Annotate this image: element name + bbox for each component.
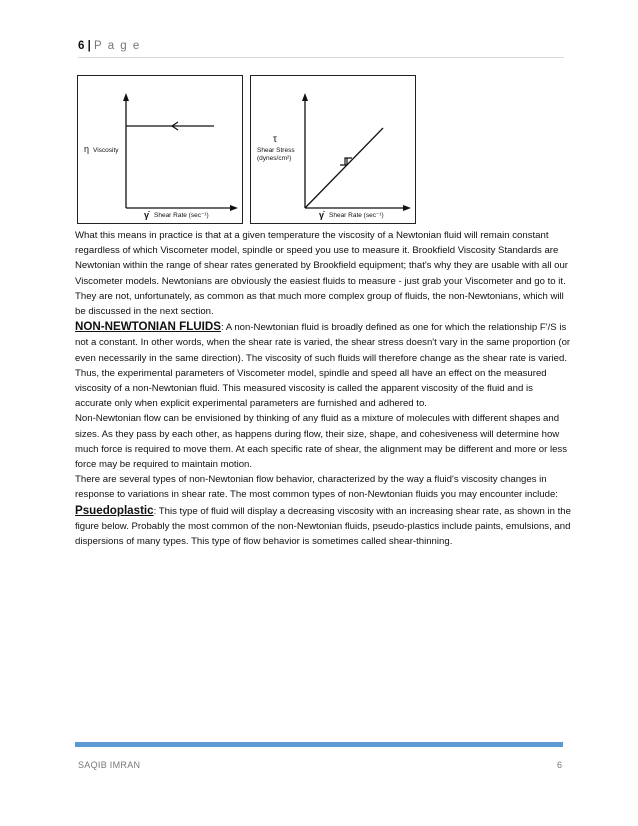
document-body [75, 228, 571, 549]
paragraph-non-newtonian-flow: Non-Newtonian flow can be envisioned by thinking of any fluid as a mixture of molecules with different shapes and sizes. As they pass by each other, as happens during flow, their size, shape, and cohesiveness will determine how much force is required to move them. At each specific rate of shear, the alignment may be different and more or less force may be required to maintain motion. [75, 413, 568, 471]
shear-stress-plot-svg [251, 76, 415, 223]
paragraph-flow-types: There are several types of non-Newtonian flow behavior, characterized by the way a fluid's viscosity changes in response to variations in shear rate. The most common types of non-Newtonian fluids you may encounter include: [75, 474, 558, 501]
y-symbol: η [84, 144, 90, 154]
y-axis-arrow [123, 93, 129, 101]
x-axis-arrow [403, 205, 411, 211]
x-axis-arrow [230, 205, 238, 211]
linear-stress-line [305, 128, 383, 208]
header-rule [78, 57, 564, 58]
x-symbol: γ̇ [319, 210, 325, 220]
viscosity-vs-shear-rate-figure [77, 75, 243, 224]
paragraph-non-newtonian-definition [75, 319, 571, 411]
y-label: Viscosity [93, 147, 119, 154]
paragraph-pseudoplastic [75, 503, 571, 550]
header-separator: | [87, 40, 91, 52]
x-symbol: γ̇ [144, 210, 150, 220]
y-label-line2: (dynes/cm²) [257, 155, 292, 162]
heading-non-newtonian-fluids: NON-NEWTONIAN FLUIDS [75, 320, 221, 334]
lower-direction-arrow [340, 158, 347, 165]
footer-author: SAQIB IMRAN [78, 760, 141, 770]
viscosity-plot-svg [78, 76, 242, 223]
y-label-line1: Shear Stress [257, 147, 295, 154]
footer-page-number: 6 [556, 760, 562, 770]
x-label: Shear Rate (sec⁻¹) [329, 212, 384, 219]
y-axis-arrow [302, 93, 308, 101]
heading-pseudoplastic: Psuedoplastic [75, 503, 154, 517]
page-header [78, 40, 564, 52]
paragraph-newtonian-practice: What this means in practice is that at a given temperature the viscosity of a Newtonian fluid will remain constant regardless of which Viscometer model, spindle or speed you use to measure it. Brookfield Viscosity Standards are Newtonian within the range of shear rates generated by Brookfield equipment; that's why they are usable with all our Viscometer models. Newtonians are obviously the easiest fluids to measure - just grab your Viscometer and go to it. They are not, unfortunately, as common as that much more complex group of fluids, the non-Newtonians, which will be discussed in the next section. [75, 230, 568, 318]
non-newtonian-definition-text: : A non-Newtonian fluid is broadly defined as one for which the relationship F'/S is not a constant. In other words, when the shear rate is varied, the shear stress doesn't vary in the same proportion (or even necessarily in the same direction). The viscosity of such fluids will therefore change as the shear rate is varied. Thus, the experimental parameters of Viscometer model, spindle and speed all have an effect on the measured viscosity of a non-Newtonian fluid. This measured viscosity is called the apparent viscosity of the fluid and is accurate only when explicit experimental parameters are furnished and adhered to. [75, 322, 571, 410]
x-label: Shear Rate (sec⁻¹) [154, 212, 209, 219]
header-page-number: 6 [78, 40, 85, 52]
y-symbol: τ [273, 134, 277, 145]
header-page-word: P a g e [94, 40, 141, 52]
footer-accent-bar [75, 742, 563, 747]
pseudoplastic-text: : This type of fluid will display a decreasing viscosity with an increasing shear rate, as shown in the figure below. Probably the most common of the non-Newtonian fluids, pseudo-plastics include paints, emulsions, and dispersions of many types. This type of flow behavior is sometimes called shear-thinning. [75, 505, 571, 548]
shear-stress-vs-shear-rate-figure [250, 75, 416, 224]
